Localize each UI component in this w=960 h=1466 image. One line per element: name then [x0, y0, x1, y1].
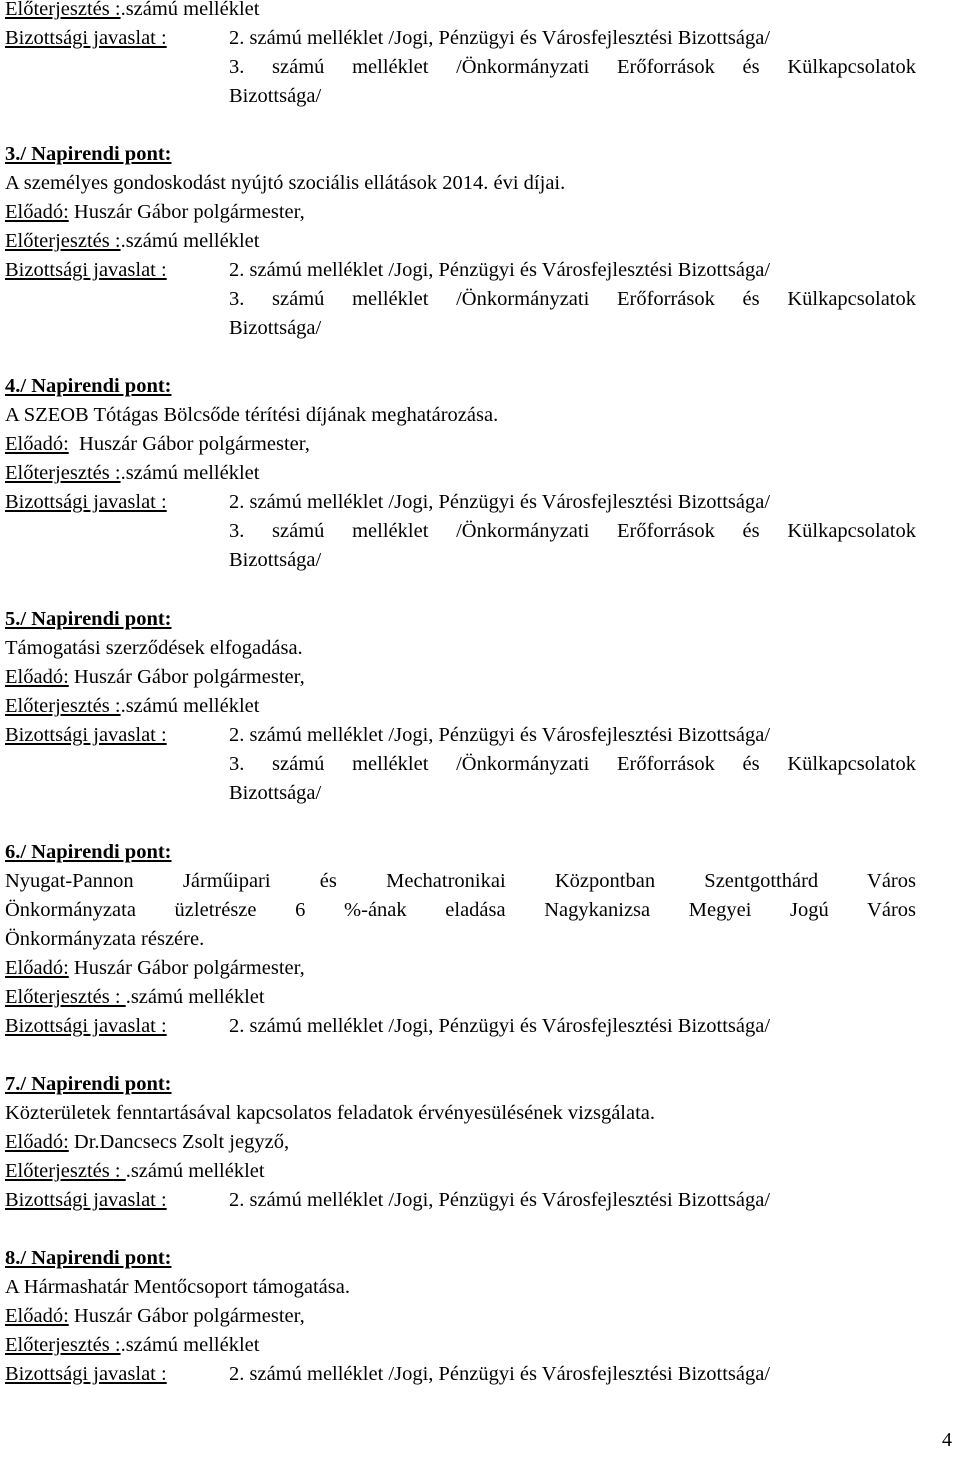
napirendi-title: A Hármashatár Mentőcsoport támogatása. — [5, 1276, 350, 1298]
napirendi-heading: 6./ Napirendi pont: — [5, 841, 172, 863]
eloterjesztes-line: Előterjesztés : .számú melléklet — [5, 1160, 265, 1182]
napirendi-heading: 3./ Napirendi pont: — [5, 143, 172, 165]
napirendi-title: Közterületek fenntartásával kapcsolatos feladatok érvényesülésének vizsgálata. — [5, 1102, 656, 1124]
javaslat-line: Bizottsági javaslat : 2. számú melléklet /Jogi, Pénzügyi és Városfejlesztési Bizottsága/ — [5, 27, 771, 49]
javaslat-line: Bizottsági javaslat : 2. számú melléklet /Jogi, Pénzügyi és Városfejlesztési Bizottsága/ — [5, 491, 771, 513]
javaslat-line-3: Bizottsága/ — [229, 782, 322, 804]
eloterjesztes-line: Előterjesztés :.számú melléklet — [5, 230, 260, 252]
page-number: 4 — [942, 1429, 952, 1451]
eloterjesztes-line: Előterjesztés :.számú melléklet — [5, 695, 260, 717]
eloterjesztes-line: Előterjesztés : .számú melléklet — [5, 986, 265, 1008]
napirendi-title-line-3: Önkormányzata részére. — [5, 928, 205, 950]
napirendi-title: A SZEOB Tótágas Bölcsőde térítési díjának meghatározása. — [5, 404, 499, 426]
eloado-line: Előadó: Huszár Gábor polgármester, — [5, 957, 305, 979]
eloado-line: Előadó: Huszár Gábor polgármester, — [5, 1305, 305, 1327]
napirendi-title: Támogatási szerződések elfogadása. — [5, 637, 303, 659]
eloterjesztes-line: Előterjesztés :.számú melléklet — [5, 462, 260, 484]
napirendi-title: A személyes gondoskodást nyújtó szociális ellátások 2014. évi díjai. — [5, 172, 566, 194]
napirendi-heading: 4./ Napirendi pont: — [5, 375, 172, 397]
eloado-line: Előadó: Huszár Gábor polgármester, — [5, 666, 305, 688]
napirendi-heading: 5./ Napirendi pont: — [5, 608, 172, 630]
javaslat-line-2: 3. számú melléklet /Önkormányzati Erőforrások és Külkapcsolatok — [229, 288, 916, 310]
javaslat-line-3: Bizottsága/ — [229, 549, 322, 571]
eloado-line: Előadó: Huszár Gábor polgármester, — [5, 433, 310, 455]
eloterjesztes-line: Előterjesztés :.számú melléklet — [5, 1334, 260, 1356]
javaslat-line: Bizottsági javaslat : 2. számú melléklet /Jogi, Pénzügyi és Városfejlesztési Bizottsága/ — [5, 1015, 771, 1037]
javaslat-line: Bizottsági javaslat : 2. számú melléklet /Jogi, Pénzügyi és Városfejlesztési Bizottsága/ — [5, 1189, 771, 1211]
javaslat-line: Bizottsági javaslat : 2. számú melléklet /Jogi, Pénzügyi és Városfejlesztési Bizottsága/ — [5, 1363, 771, 1385]
javaslat-line: Bizottsági javaslat : 2. számú melléklet /Jogi, Pénzügyi és Városfejlesztési Bizottsága/ — [5, 724, 771, 746]
javaslat-line-2: 3. számú melléklet /Önkormányzati Erőforrások és Külkapcsolatok — [229, 520, 916, 542]
javaslat-line-2: 3. számú melléklet /Önkormányzati Erőforrások és Külkapcsolatok — [229, 753, 916, 775]
napirendi-heading: 8./ Napirendi pont: — [5, 1247, 172, 1269]
napirendi-title-line-1: Nyugat-Pannon Járműipari és Mechatronikai Központban Szentgotthárd Város — [5, 870, 916, 892]
javaslat-line-2: 3. számú melléklet /Önkormányzati Erőforrások és Külkapcsolatok — [229, 56, 916, 78]
eloterjesztes-line: Előterjesztés :.számú melléklet — [5, 0, 260, 20]
eloado-line: Előadó: Dr.Dancsecs Zsolt jegyző, — [5, 1131, 290, 1153]
eloado-line: Előadó: Huszár Gábor polgármester, — [5, 201, 305, 223]
napirendi-title-line-2: Önkormányzata üzletrésze 6 %-ának eladása Nagykanizsa Megyei Jogú Város — [5, 899, 916, 921]
javaslat-line-3: Bizottsága/ — [229, 85, 322, 107]
javaslat-line-3: Bizottsága/ — [229, 317, 322, 339]
napirendi-heading: 7./ Napirendi pont: — [5, 1073, 172, 1095]
javaslat-line: Bizottsági javaslat : 2. számú melléklet /Jogi, Pénzügyi és Városfejlesztési Bizottsága/ — [5, 259, 771, 281]
